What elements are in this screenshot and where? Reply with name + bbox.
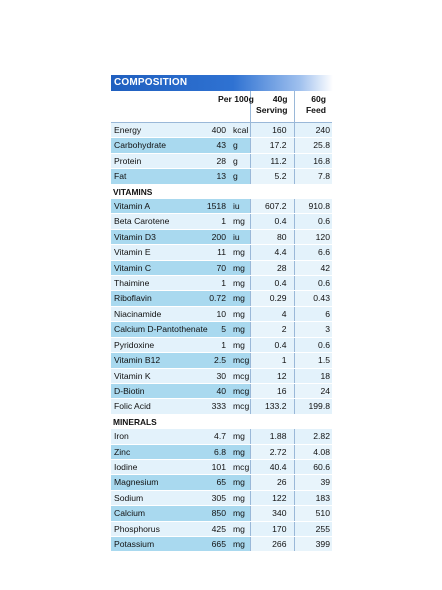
composition-table-body — [111, 91, 332, 552]
per-100g-value: 4.7 — [204, 429, 230, 444]
unit: mcg — [230, 383, 250, 398]
nutrient-row — [111, 337, 332, 352]
feed-60g-value: 16.8 — [294, 153, 332, 168]
serving-40g-value: 4 — [250, 306, 294, 321]
nutrient-name: Vitamin A — [111, 199, 204, 214]
per-100g-value: 850 — [204, 506, 230, 521]
nutrient-name: Calcium D-Pantothenate — [111, 322, 204, 337]
serving-40g-value: 170 — [250, 521, 294, 536]
nutrient-name: Carbohydrate — [111, 138, 204, 153]
per-100g-value: 13 — [204, 169, 230, 184]
nutrient-row — [111, 536, 332, 551]
nutrient-row — [111, 444, 332, 459]
section-heading: VITAMINS — [111, 184, 332, 199]
per-100g-value: 101 — [204, 459, 230, 474]
feed-60g-value: 910.8 — [294, 199, 332, 214]
feed-60g-value: 510 — [294, 506, 332, 521]
feed-60g-value: 199.8 — [294, 399, 332, 414]
feed-60g-value: 3 — [294, 322, 332, 337]
nutrient-name: Energy — [111, 123, 204, 138]
per-100g-value: 425 — [204, 521, 230, 536]
serving-40g-value: 340 — [250, 506, 294, 521]
per-100g-value: 305 — [204, 490, 230, 505]
nutrient-row — [111, 245, 332, 260]
nutrient-row — [111, 260, 332, 275]
unit: mg — [230, 506, 250, 521]
nutrient-name: Riboflavin — [111, 291, 204, 306]
unit: mg — [230, 260, 250, 275]
nutrient-name: Thaimine — [111, 276, 204, 291]
serving-40g-value: 2.72 — [250, 444, 294, 459]
serving-40g-value: 0.4 — [250, 214, 294, 229]
nutrient-name: Vitamin E — [111, 245, 204, 260]
nutrient-name: D-Biotin — [111, 383, 204, 398]
serving-40g-value: 0.29 — [250, 291, 294, 306]
unit: mg — [230, 536, 250, 551]
feed-60g-value: 6 — [294, 306, 332, 321]
feed-60g-value: 0.6 — [294, 337, 332, 352]
section-heading-row — [111, 414, 332, 429]
unit: kcal — [230, 123, 250, 138]
feed-60g-value: 39 — [294, 475, 332, 490]
feed-60g-value: 42 — [294, 260, 332, 275]
serving-40g-value: 40.4 — [250, 459, 294, 474]
nutrient-row — [111, 214, 332, 229]
per-100g-value: 43 — [204, 138, 230, 153]
feed-60g-value: 7.8 — [294, 169, 332, 184]
nutrient-row — [111, 459, 332, 474]
feed-60g-value: 18 — [294, 368, 332, 383]
nutrient-row — [111, 521, 332, 536]
nutrient-row — [111, 475, 332, 490]
per-100g-value: 0.72 — [204, 291, 230, 306]
column-header-60g-line1: 60g — [311, 94, 326, 104]
nutrient-row — [111, 322, 332, 337]
nutrient-row — [111, 506, 332, 521]
per-100g-value: 665 — [204, 536, 230, 551]
per-100g-value: 200 — [204, 229, 230, 244]
unit: mg — [230, 214, 250, 229]
serving-40g-value: 28 — [250, 260, 294, 275]
unit: mg — [230, 475, 250, 490]
nutrient-name: Vitamin D3 — [111, 229, 204, 244]
per-100g-value: 11 — [204, 245, 230, 260]
nutrient-name: Magnesium — [111, 475, 204, 490]
serving-40g-value: 4.4 — [250, 245, 294, 260]
nutrient-row — [111, 123, 332, 138]
serving-40g-value: 2 — [250, 322, 294, 337]
unit: mg — [230, 337, 250, 352]
nutrient-row — [111, 276, 332, 291]
serving-40g-value: 133.2 — [250, 399, 294, 414]
per-100g-value: 28 — [204, 153, 230, 168]
nutrient-row — [111, 368, 332, 383]
unit: mg — [230, 444, 250, 459]
nutrient-row — [111, 306, 332, 321]
nutrient-name: Sodium — [111, 490, 204, 505]
unit: mcg — [230, 353, 250, 368]
nutrient-row — [111, 399, 332, 414]
nutrient-name: Calcium — [111, 506, 204, 521]
unit: mg — [230, 276, 250, 291]
nutrient-name: Phosphorus — [111, 521, 204, 536]
unit: iu — [230, 229, 250, 244]
serving-40g-value: 17.2 — [250, 138, 294, 153]
feed-60g-value: 399 — [294, 536, 332, 551]
feed-60g-value: 0.43 — [294, 291, 332, 306]
feed-60g-value: 0.6 — [294, 214, 332, 229]
serving-40g-value: 160 — [250, 123, 294, 138]
per-100g-value: 1 — [204, 214, 230, 229]
nutrient-name: Pyridoxine — [111, 337, 204, 352]
nutrient-row — [111, 490, 332, 505]
serving-40g-value: 80 — [250, 229, 294, 244]
column-header-per-100g: Per 100g — [204, 91, 250, 123]
serving-40g-value: 266 — [250, 536, 294, 551]
column-header-40g-line2: Serving — [255, 105, 288, 115]
nutrient-name: Folic Acid — [111, 399, 204, 414]
feed-60g-value: 183 — [294, 490, 332, 505]
per-100g-value: 65 — [204, 475, 230, 490]
feed-60g-value: 1.5 — [294, 353, 332, 368]
unit: mg — [230, 521, 250, 536]
nutrient-name: Vitamin B12 — [111, 353, 204, 368]
unit: g — [230, 153, 250, 168]
composition-panel — [111, 75, 333, 552]
nutrient-row — [111, 229, 332, 244]
nutrient-row — [111, 291, 332, 306]
serving-40g-value: 11.2 — [250, 153, 294, 168]
per-100g-value: 1518 — [204, 199, 230, 214]
section-heading: MINERALS — [111, 414, 332, 429]
column-header-40g-serving — [250, 91, 294, 123]
serving-40g-value: 0.4 — [250, 337, 294, 352]
unit: mcg — [230, 459, 250, 474]
nutrient-name: Zinc — [111, 444, 204, 459]
per-100g-value: 333 — [204, 399, 230, 414]
unit: mg — [230, 245, 250, 260]
unit: mg — [230, 490, 250, 505]
nutrient-name: Protein — [111, 153, 204, 168]
per-100g-value: 70 — [204, 260, 230, 275]
per-100g-value: 6.8 — [204, 444, 230, 459]
unit: iu — [230, 199, 250, 214]
unit: mcg — [230, 399, 250, 414]
per-100g-value: 5 — [204, 322, 230, 337]
nutrient-name: Iodine — [111, 459, 204, 474]
nutrient-name: Beta Carotene — [111, 214, 204, 229]
column-header-nutrient — [111, 91, 204, 123]
serving-40g-value: 12 — [250, 368, 294, 383]
nutrient-row — [111, 353, 332, 368]
per-100g-value: 2.5 — [204, 353, 230, 368]
feed-60g-value: 255 — [294, 521, 332, 536]
nutrient-row — [111, 153, 332, 168]
serving-40g-value: 1.88 — [250, 429, 294, 444]
unit: mg — [230, 322, 250, 337]
feed-60g-value: 60.6 — [294, 459, 332, 474]
column-header-60g-line2: Feed — [305, 105, 326, 115]
serving-40g-value: 26 — [250, 475, 294, 490]
column-header-row — [111, 91, 332, 123]
unit: mg — [230, 306, 250, 321]
nutrient-row — [111, 169, 332, 184]
unit: mg — [230, 429, 250, 444]
nutrient-name: Fat — [111, 169, 204, 184]
feed-60g-value: 0.6 — [294, 276, 332, 291]
per-100g-value: 10 — [204, 306, 230, 321]
per-100g-value: 400 — [204, 123, 230, 138]
serving-40g-value: 0.4 — [250, 276, 294, 291]
nutrient-row — [111, 383, 332, 398]
serving-40g-value: 1 — [250, 353, 294, 368]
serving-40g-value: 16 — [250, 383, 294, 398]
serving-40g-value: 5.2 — [250, 169, 294, 184]
per-100g-value: 40 — [204, 383, 230, 398]
unit: g — [230, 138, 250, 153]
nutrient-row — [111, 138, 332, 153]
serving-40g-value: 122 — [250, 490, 294, 505]
serving-40g-value: 607.2 — [250, 199, 294, 214]
unit: g — [230, 169, 250, 184]
feed-60g-value: 2.82 — [294, 429, 332, 444]
feed-60g-value: 24 — [294, 383, 332, 398]
nutrient-name: Niacinamide — [111, 306, 204, 321]
nutrient-name: Iron — [111, 429, 204, 444]
section-heading-row — [111, 184, 332, 199]
feed-60g-value: 6.6 — [294, 245, 332, 260]
feed-60g-value: 25.8 — [294, 138, 332, 153]
nutrient-name: Vitamin C — [111, 260, 204, 275]
nutrient-name: Vitamin K — [111, 368, 204, 383]
column-header-40g-line1: 40g — [272, 94, 288, 104]
per-100g-value: 30 — [204, 368, 230, 383]
unit: mcg — [230, 368, 250, 383]
composition-table — [111, 91, 332, 552]
per-100g-value: 1 — [204, 337, 230, 352]
nutrient-row — [111, 199, 332, 214]
composition-title: COMPOSITION — [111, 75, 333, 91]
per-100g-value: 1 — [204, 276, 230, 291]
column-header-60g-feed — [294, 91, 332, 123]
feed-60g-value: 4.08 — [294, 444, 332, 459]
nutrient-row — [111, 429, 332, 444]
feed-60g-value: 120 — [294, 229, 332, 244]
feed-60g-value: 240 — [294, 123, 332, 138]
unit: mg — [230, 291, 250, 306]
nutrient-name: Potassium — [111, 536, 204, 551]
